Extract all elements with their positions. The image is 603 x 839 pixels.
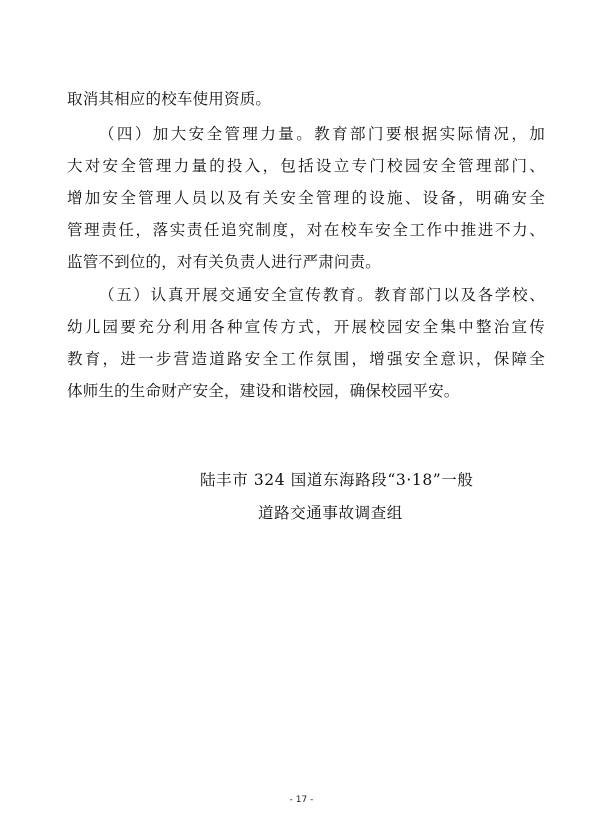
signature-line-2: 道路交通事故调查组	[258, 504, 403, 522]
section-five-line-3: 教育，进一步营造道路安全工作氛围，增强安全意识，保障全	[67, 350, 545, 368]
page-number: - 17 -	[289, 795, 314, 805]
section-four-line-1: （四）加大安全管理力量。教育部门要根据实际情况，加	[99, 125, 545, 143]
section-four-line-2: 大对安全管理力量的投入，包括设立专门校园安全管理部门、	[67, 157, 545, 175]
section-five-line-1: （五）认真开展交通安全宣传教育。教育部门以及各学校、	[99, 286, 545, 304]
section-four-line-5: 监管不到位的，对有关负责人进行严肃问责。	[67, 253, 382, 271]
section-five-line-4: 体师生的生命财产安全，建设和谐校园，确保校园平安。	[67, 382, 460, 400]
section-four-line-3: 增加安全管理人员以及有关安全管理的设施、设备，明确安全	[67, 189, 545, 207]
signature-line-1: 陆丰市 324 国道东海路段“3·18”一般	[200, 471, 474, 489]
section-five-line-2: 幼儿园要充分利用各种宣传方式，开展校园安全集中整治宣传	[67, 318, 545, 336]
section-four-line-4: 管理责任，落实责任追究制度，对在校车安全工作中推进不力、	[67, 221, 545, 239]
body-line-1: 取消其相应的校车使用资质。	[67, 90, 272, 108]
